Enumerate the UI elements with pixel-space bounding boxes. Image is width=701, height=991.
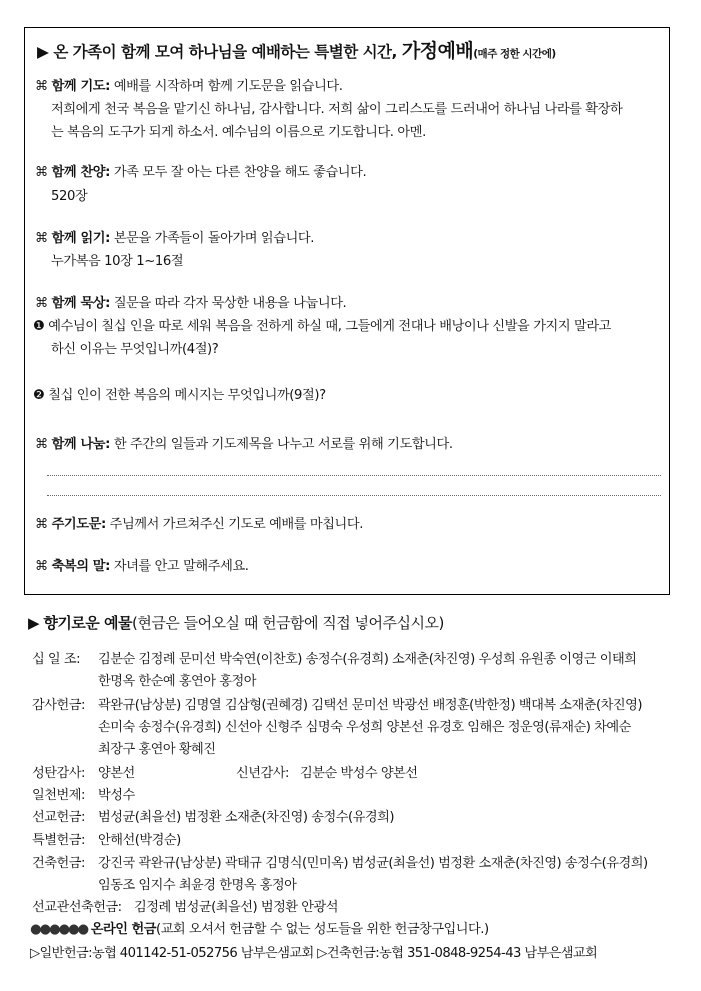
- christmas-label: 성탄감사:: [32, 766, 85, 781]
- question-2-text: 칠십 인이 전한 복음의 메시지는 무엇입니까(9절)?: [48, 388, 326, 403]
- dots-icon: ●●●●●●: [30, 922, 88, 937]
- worship-title-main: 가정예배: [401, 40, 474, 62]
- writing-line-1: [47, 475, 661, 476]
- hymn-heading: 함께 찬양:: [51, 165, 111, 180]
- worship-title: [37, 36, 556, 63]
- lords-prayer-heading: 주기도문:: [51, 517, 106, 532]
- question-1-line-2: 하신 이유는 무엇입니까(4절)?: [51, 342, 219, 357]
- hymn-number: 520장: [51, 189, 88, 204]
- sharing-heading: 함께 나눔:: [51, 437, 111, 452]
- thanks-label: 감사헌금:: [32, 698, 85, 713]
- meditation-desc: 질문을 따라 각자 묵상한 내용을 나눕니다.: [113, 296, 347, 311]
- thanks-names-3: 최장구 홍연아 황혜진: [98, 742, 216, 757]
- command-symbol-icon: ⌘: [35, 79, 48, 94]
- newyear-label: 신년감사:: [236, 766, 289, 781]
- offering-title-main: 향기로운 예물: [43, 614, 132, 632]
- prayer-heading: 함께 기도:: [51, 79, 111, 94]
- building-label: 건축헌금:: [32, 856, 85, 871]
- blessing-heading-row: [35, 555, 249, 574]
- hymn-heading-row: [35, 161, 366, 180]
- command-symbol-icon: ⌘: [35, 296, 48, 311]
- online-offering-title: 온라인 헌금: [90, 922, 157, 937]
- reading-heading: 함께 읽기:: [51, 231, 111, 246]
- bank-accounts: ▷일반헌금:농협 401142-51-052756 남부은샘교회 ▷건축헌금:농협 351-0848-9254-43 남부은샘교회: [30, 946, 598, 961]
- sharing-desc: 한 주간의 일들과 기도제목을 나누고 서로를 위해 기도합니다.: [113, 437, 453, 452]
- reading-heading-row: [35, 227, 314, 246]
- family-worship-box: [24, 27, 670, 595]
- meditation-heading-row: [35, 292, 346, 311]
- blessing-heading: 축복의 말:: [51, 559, 111, 574]
- hymn-desc: 가족 모두 잘 아는 다른 찬양을 해도 좋습니다.: [113, 165, 367, 180]
- prayer-desc: 예배를 시작하며 함께 기도문을 읽습니다.: [113, 79, 343, 94]
- offering-title: [28, 612, 444, 633]
- meditation-heading: 함께 묵상:: [51, 296, 111, 311]
- mission-house-names: 김정례 범성균(최을선) 범정환 안광석: [134, 900, 338, 915]
- thousand-label: 일천번제:: [32, 788, 85, 803]
- building-names-2: 임동조 임지수 최윤경 한명옥 홍정아: [98, 878, 297, 893]
- lords-prayer-heading-row: [35, 513, 363, 532]
- thousand-names: 박성수: [98, 788, 135, 803]
- tithe-label: 십 일 조:: [32, 652, 81, 667]
- mission-house-label: 선교관선축헌금:: [32, 900, 122, 915]
- number-one-icon: ❶: [33, 319, 45, 334]
- tithe-names-2: 한명옥 한순예 홍연아 홍정아: [98, 674, 256, 689]
- question-2-line: [33, 384, 326, 403]
- command-symbol-icon: ⌘: [35, 559, 48, 574]
- worship-title-suffix: (매주 정한 시간에): [473, 48, 556, 60]
- thanks-names-2: 손미숙 송정수(유경희) 신선아 신형주 심명숙 우성희 양본선 유경호 임해은 정운영(류재순) 차예순: [98, 720, 631, 735]
- question-1-text: 예수님이 칠십 인을 따로 세워 복음을 전하게 하실 때, 그들에게 전대나 배낭이나 신발을 가지지 말라고: [48, 319, 612, 334]
- triangle-right-icon: ▶: [28, 614, 40, 632]
- tithe-names-1: 김분순 김정례 문미선 박숙연(이찬호) 송정수(유경희) 소재춘(차진영) 우성희 유원종 이영근 이태희: [98, 652, 637, 667]
- prayer-line-1: 저희에게 천국 복음을 맡기신 하나님, 감사합니다. 저희 삶이 그리스도를 드러내어 하나님 나라를 확장하: [51, 102, 623, 117]
- online-offering-row: [30, 918, 489, 937]
- worship-title-prefix: ▶ 온 가족이 함께 모여 하나님을 예배하는 특별한 시간,: [37, 43, 397, 61]
- prayer-line-2: 는 복음의 도구가 되게 하소서. 예수님의 이름으로 기도합니다. 아멘.: [51, 125, 426, 140]
- command-symbol-icon: ⌘: [35, 165, 48, 180]
- question-1-line-1: [33, 315, 611, 334]
- offering-title-note: (현금은 들어오실 때 헌금함에 직접 넣어주십시오): [132, 614, 444, 632]
- building-names-1: 강진국 곽완규(남상분) 곽태규 김명식(민미옥) 범성균(최을선) 범정환 소재춘(차진영) 송정수(유경희): [98, 856, 648, 871]
- command-symbol-icon: ⌘: [35, 517, 48, 532]
- writing-line-2: [47, 495, 661, 496]
- special-label: 특별헌금:: [32, 833, 85, 848]
- blessing-desc: 자녀를 안고 말해주세요.: [113, 559, 249, 574]
- command-symbol-icon: ⌘: [35, 437, 48, 452]
- prayer-heading-row: [35, 75, 343, 94]
- special-names: 안해선(박경순): [98, 833, 181, 848]
- newyear-names: 김분순 박성수 양본선: [300, 766, 418, 781]
- online-offering-note: (교회 오셔서 헌금할 수 없는 성도들을 위한 헌금창구입니다.): [156, 922, 489, 937]
- mission-names: 범성균(최을선) 범정환 소재춘(차진영) 송정수(유경희): [98, 810, 394, 825]
- reading-desc: 본문을 가족들이 돌아가며 읽습니다.: [113, 231, 315, 246]
- lords-prayer-desc: 주님께서 가르쳐주신 기도로 예배를 마칩니다.: [109, 517, 364, 532]
- command-symbol-icon: ⌘: [35, 231, 48, 246]
- thanks-names-1: 곽완규(남상분) 김명열 김삼형(권혜경) 김택선 문미선 박광선 배정훈(박한정) 백대복 소재춘(차진영): [98, 698, 643, 713]
- reading-passage: 누가복음 10장 1~16절: [51, 254, 184, 269]
- mission-label: 선교헌금:: [32, 810, 85, 825]
- sharing-heading-row: [35, 433, 453, 452]
- christmas-names: 양본선: [98, 766, 135, 781]
- number-two-icon: ❷: [33, 388, 45, 403]
